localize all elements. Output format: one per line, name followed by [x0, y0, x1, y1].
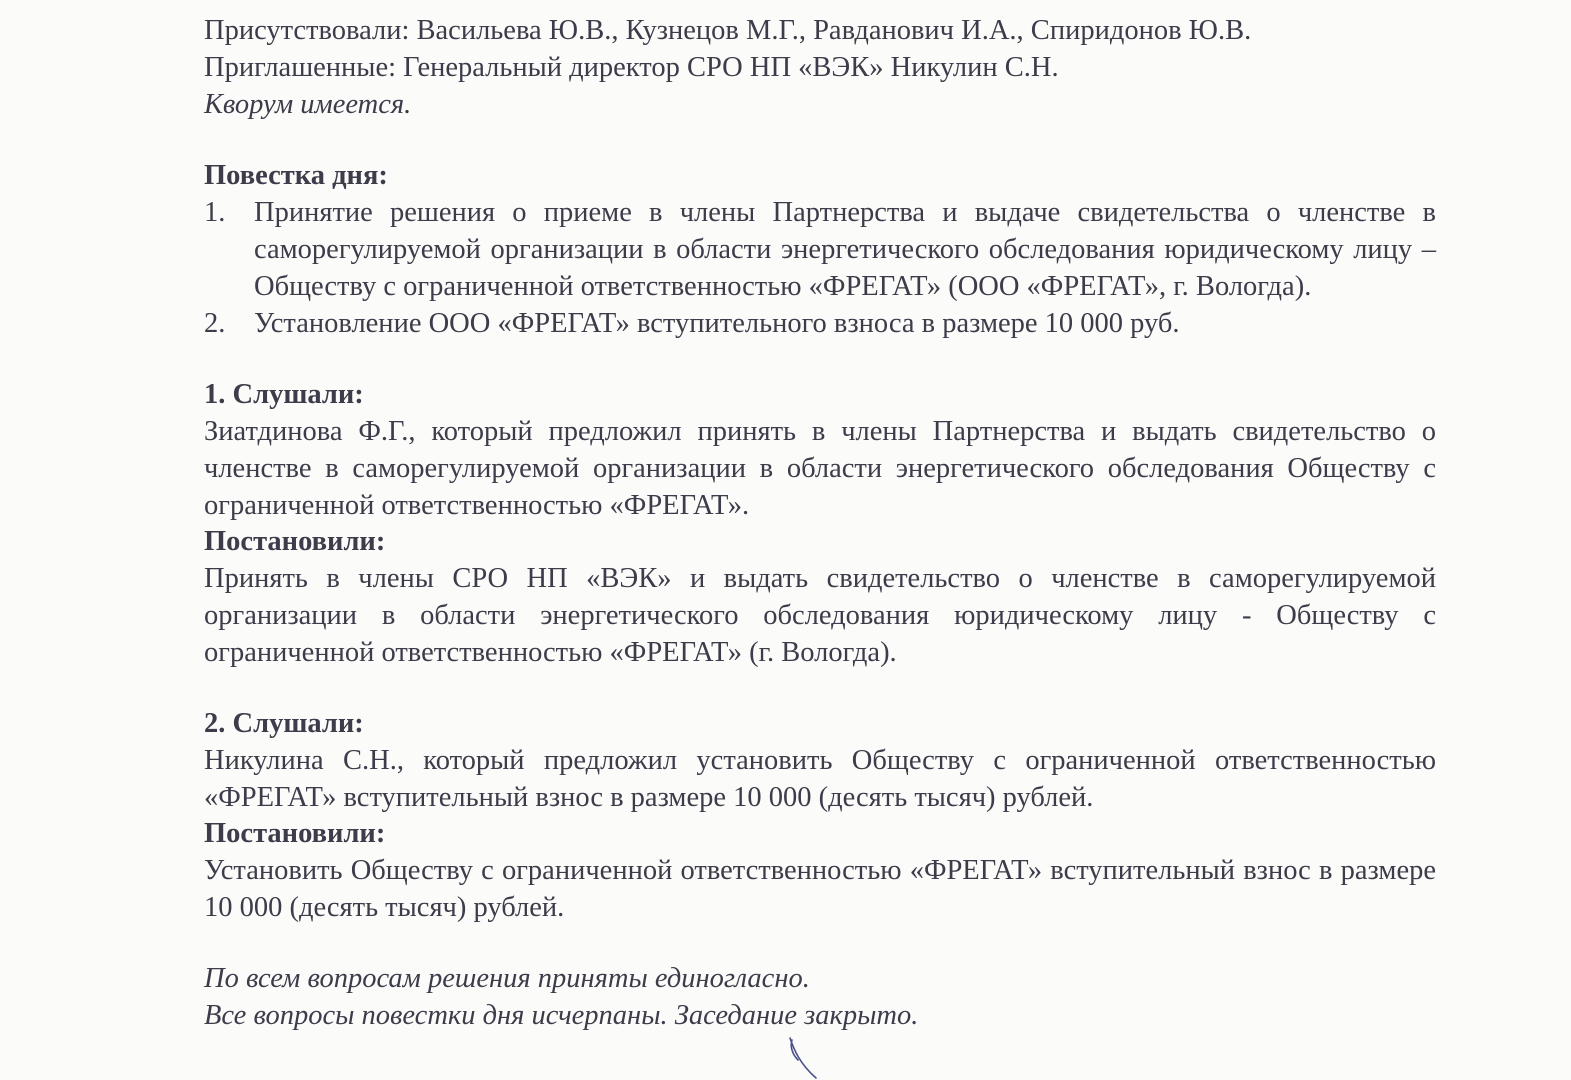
- agenda-item-text: Принятие решения о приеме в члены Партнерства и выдаче свидетельства о членстве в саморегулируемой организации в области энергетического обследования юридическому лицу – Обществу с ограниченной ответственностью «ФРЕГАТ» (ООО «ФРЕГАТ», г. Вологда).: [254, 197, 1436, 302]
- item2-heard-text: Никулина С.Н., который предложил установить Обществу с ограниченной ответственностью «ФРЕГАТ» вступительный взнос в размере 10 000 (десять тысяч) рублей.: [204, 745, 1436, 813]
- attendees-invited: Приглашенные: Генеральный директор СРО НП «ВЭК» Никулин С.Н.: [204, 52, 1059, 83]
- agenda-list: [204, 194, 1436, 342]
- closing-unanimous: По всем вопросам решения приняты единогласно.: [204, 963, 810, 994]
- protocol-document: [204, 12, 1436, 1034]
- agenda-item-number: 2.: [204, 308, 226, 339]
- item1-heard-heading: 1. Слушали:: [204, 379, 364, 410]
- item1-resolved-text: Принять в члены СРО НП «ВЭК» и выдать свидетельство о членстве в саморегулируемой организации в области энергетического обследования юридическому лицу - Обществу с ограниченной ответственностью «ФРЕГАТ» (г. Вологда).: [204, 563, 1436, 668]
- item1-heard-text: Зиатдинова Ф.Г., который предложил принять в члены Партнерства и выдать свидетельство о членстве в саморегулируемой организации в области энергетического обследования Обществу с ограниченной ответственностью «ФРЕГАТ».: [204, 416, 1436, 521]
- agenda-item-text: Установление ООО «ФРЕГАТ» вступительного взноса в размере 10 000 руб.: [254, 308, 1180, 339]
- item2-heard-heading: 2. Слушали:: [204, 708, 364, 739]
- agenda-item: [204, 305, 1436, 342]
- signature-stroke: [786, 1036, 826, 1080]
- item2-resolved-heading: Постановили:: [204, 818, 386, 849]
- agenda-heading: Повестка дня:: [204, 160, 388, 191]
- attendees-present: Присутствовали: Васильева Ю.В., Кузнецов М.Г., Равданович И.А., Спиридонов Ю.В.: [204, 15, 1252, 46]
- agenda-item-number: 1.: [204, 197, 226, 228]
- closing-meeting-closed: Все вопросы повестки дня исчерпаны. Заседание закрыто.: [204, 1000, 919, 1031]
- item2-resolved-text: Установить Обществу с ограниченной ответственностью «ФРЕГАТ» вступительный взнос в размере 10 000 (десять тысяч) рублей.: [204, 855, 1436, 923]
- item1-resolved-heading: Постановили:: [204, 526, 386, 557]
- quorum-note: Кворум имеется.: [204, 89, 412, 120]
- agenda-item: [204, 194, 1436, 305]
